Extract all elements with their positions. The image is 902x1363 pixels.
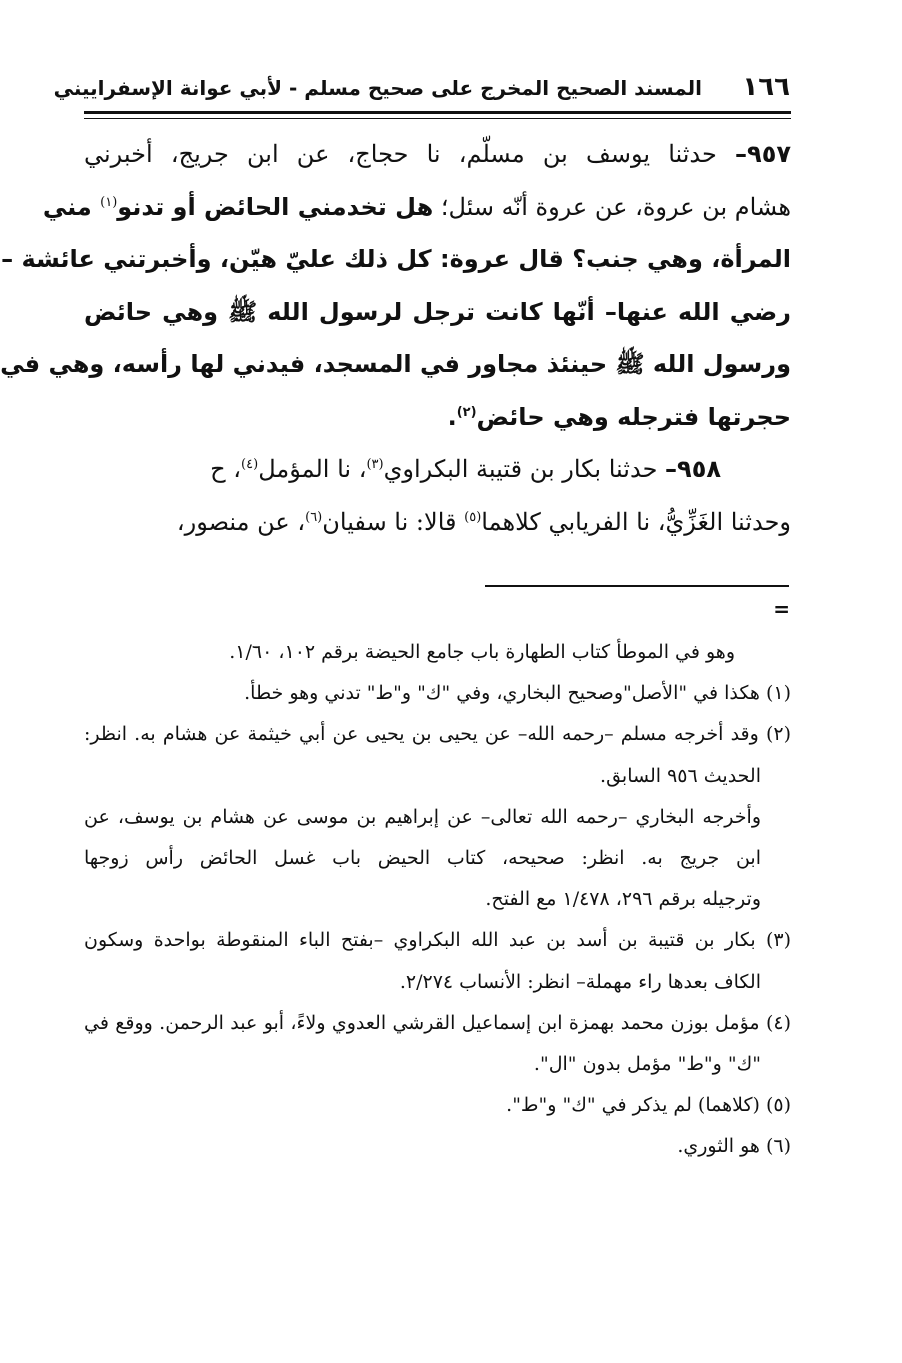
line-text: هشام بن عروة، عن عروة أنّه سئل؛ [433,192,791,221]
line-text: ، ح [210,455,242,483]
line-text: حدثنا بكار بن قتيبة البكراوي [383,455,666,483]
main-text [0,128,791,548]
text-line [84,443,791,496]
line-text: حدثنا يوسف بن مسلّم، نا حجاج، عن ابن جريج، أخبرني [84,140,736,168]
footnote-ref: (٢) [456,404,477,420]
footnote-line: (٣) بكار بن قتيبة بن أسد بن عبد الله البكراوي –بفتح الباء المنقوطة بواحدة وسكون [84,929,791,952]
line-text: وحدثنا الغَزِّيُّ، نا الفريابي كلاهما [481,507,791,536]
line-text: . [447,402,457,431]
footnote-line: (٢) وقد أخرجه مسلم –رحمه الله– عن يحيى بن يحيى عن أبي خيثمة عن هشام به. انظر: [84,723,791,746]
footnote-separator [485,585,789,587]
hadith-number: ٩٥٨– [665,455,721,483]
footnote-line: وهو في الموطأ كتاب الطهارة باب جامع الحيضة برقم ١٠٢، ١/٦٠. [229,641,735,663]
line-text: قالا: نا سفيان [322,507,465,536]
footnote-line: (٦) هو الثوري. [677,1135,791,1158]
footnote-line: (١) هكذا في "الأصل"وصحيح البخاري، وفي "ك" و"ط" تدني وهو خطأ. [244,682,791,705]
bold-text: هل تخدمني الحائض أو تدنو [117,192,434,221]
footnote-ref: (٤) [241,457,259,472]
header-rule-thick [84,111,791,114]
running-title: المسند الصحيح المخرج على صحيح مسلم - لأبي عوانة الإسفراييني [53,76,702,100]
line-text: ، نا المؤمل [258,455,367,483]
footnote-ref: (٥) [464,509,482,525]
footnotes [84,632,791,1167]
text-line: المرأة، وهي جنب؟ قال عروة: كل ذلك عليّ هيّن، وأخبرتني عائشة – [1,245,791,273]
line-text: ، عن منصور، [176,507,306,536]
bold-text: حجرتها فترجله وهي حائض [476,402,791,431]
header-rule-thin [84,118,791,119]
footnote-line: الكاف بعدها راء مهملة– انظر: الأنساب ٢/٢٧٤. [399,970,761,993]
footnote-ref: (٦) [305,509,323,525]
hadith-number: ٩٥٧– [735,140,791,168]
text-line [84,496,791,549]
footnote-line: الحديث ٩٥٦ السابق. [600,764,761,787]
text-line [84,391,791,444]
footnote-line: (٤) مؤمل بوزن محمد بهمزة ابن إسماعيل القرشي العدوي ولاءً، أبو عبد الرحمن. ووقع في [84,1011,791,1034]
continuation-marker: = [773,597,790,621]
footnote-line: "ك" و"ط" مؤمل بدون "ال". [533,1052,761,1075]
text-line: رضي الله عنها– أنّها كانت ترجل لرسول الله ﷺ وهي حائض [84,297,791,326]
footnote-line: ابن جريج به. انظر: صحيحه، كتاب الحيض باب غسل الحائض رأس زوجها [84,846,761,869]
page-number: ١٦٦ [742,72,790,102]
text-line [42,181,791,234]
bold-text: مني [42,192,101,221]
text-line: ورسول الله ﷺ حينئذ مجاور في المسجد، فيدني لها رأسه، وهي في [0,350,791,378]
running-header [53,68,790,108]
footnote-line: (٥) (كلاهما) لم يذكر في "ك" و"ط". [506,1094,791,1117]
footnote-ref: (٣) [366,457,384,472]
footnote-ref: (١) [100,194,118,210]
text-line [84,128,791,181]
footnote-line: وترجيله برقم ٢٩٦، ١/٤٧٨ مع الفتح. [485,888,761,911]
footnote-line: وأخرجه البخاري –رحمه الله تعالى– عن إبراهيم بن موسى عن هشام بن يوسف، عن [84,805,761,828]
